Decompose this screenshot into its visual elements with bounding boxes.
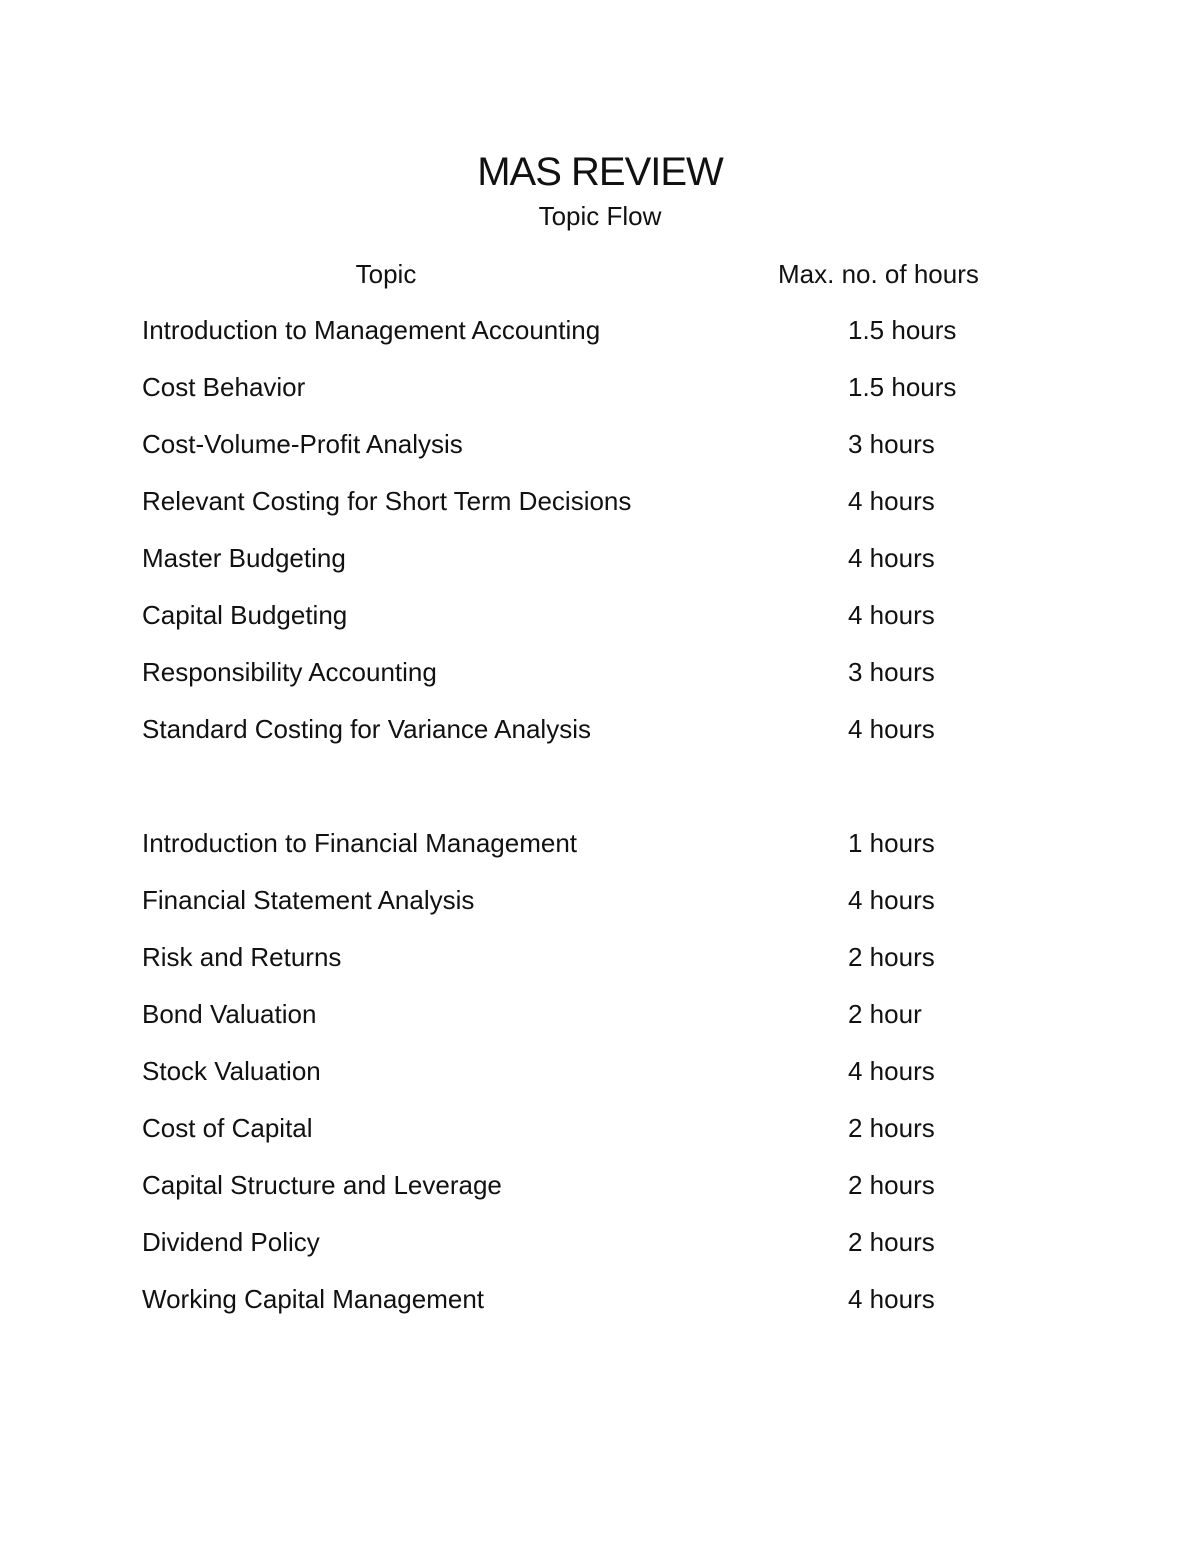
table-row	[0, 370, 1200, 404]
row-topic: Stock Valuation	[142, 1056, 321, 1086]
table-row	[0, 655, 1200, 689]
row-hours: 2 hours	[848, 942, 935, 972]
row-topic: Bond Valuation	[142, 999, 317, 1029]
table-row	[0, 940, 1200, 974]
row-hours: 4 hours	[848, 543, 935, 573]
row-hours: 3 hours	[848, 657, 935, 687]
row-hours: 2 hours	[848, 1113, 935, 1143]
row-topic: Risk and Returns	[142, 942, 342, 972]
row-hours: 2 hours	[848, 1227, 935, 1257]
row-hours: 1.5 hours	[848, 372, 957, 402]
document-title: MAS REVIEW	[477, 150, 723, 194]
row-hours: 4 hours	[848, 600, 935, 630]
table-row	[0, 826, 1200, 860]
table-row	[0, 883, 1200, 917]
row-topic: Standard Costing for Variance Analysis	[142, 714, 591, 744]
row-hours: 2 hours	[848, 1170, 935, 1200]
table-row	[0, 1225, 1200, 1259]
row-hours: 4 hours	[848, 486, 935, 516]
row-hours: 1 hours	[848, 828, 935, 858]
row-topic: Responsibility Accounting	[142, 657, 437, 687]
row-hours: 2 hour	[848, 999, 922, 1029]
row-topic: Capital Structure and Leverage	[142, 1170, 502, 1200]
table-row	[0, 997, 1200, 1031]
row-hours: 3 hours	[848, 429, 935, 459]
row-topic: Relevant Costing for Short Term Decisions	[142, 486, 632, 516]
table-row	[0, 1168, 1200, 1202]
table-row	[0, 1282, 1200, 1316]
row-topic: Financial Statement Analysis	[142, 885, 475, 915]
row-topic: Cost Behavior	[142, 372, 306, 402]
row-topic: Introduction to Management Accounting	[142, 315, 601, 345]
row-hours: 4 hours	[848, 1284, 935, 1314]
table-row	[0, 427, 1200, 461]
table-row	[0, 541, 1200, 575]
row-topic: Master Budgeting	[142, 543, 346, 573]
column-header-hours: Max. no. of hours	[778, 259, 979, 289]
table-row	[0, 484, 1200, 518]
row-topic: Capital Budgeting	[142, 600, 348, 630]
row-topic: Introduction to Financial Management	[142, 828, 578, 858]
row-hours: 4 hours	[848, 714, 935, 744]
row-topic: Cost-Volume-Profit Analysis	[142, 429, 463, 459]
table-row	[0, 598, 1200, 632]
table-row	[0, 313, 1200, 347]
table-row	[0, 1111, 1200, 1145]
row-topic: Cost of Capital	[142, 1113, 313, 1143]
table-row	[0, 1054, 1200, 1088]
row-topic: Dividend Policy	[142, 1227, 320, 1257]
document-subtitle: Topic Flow	[538, 201, 662, 231]
column-header-topic: Topic	[355, 259, 417, 289]
table-row	[0, 712, 1200, 746]
row-hours: 1.5 hours	[848, 315, 957, 345]
row-topic: Working Capital Management	[142, 1284, 485, 1314]
row-hours: 4 hours	[848, 885, 935, 915]
row-hours: 4 hours	[848, 1056, 935, 1086]
